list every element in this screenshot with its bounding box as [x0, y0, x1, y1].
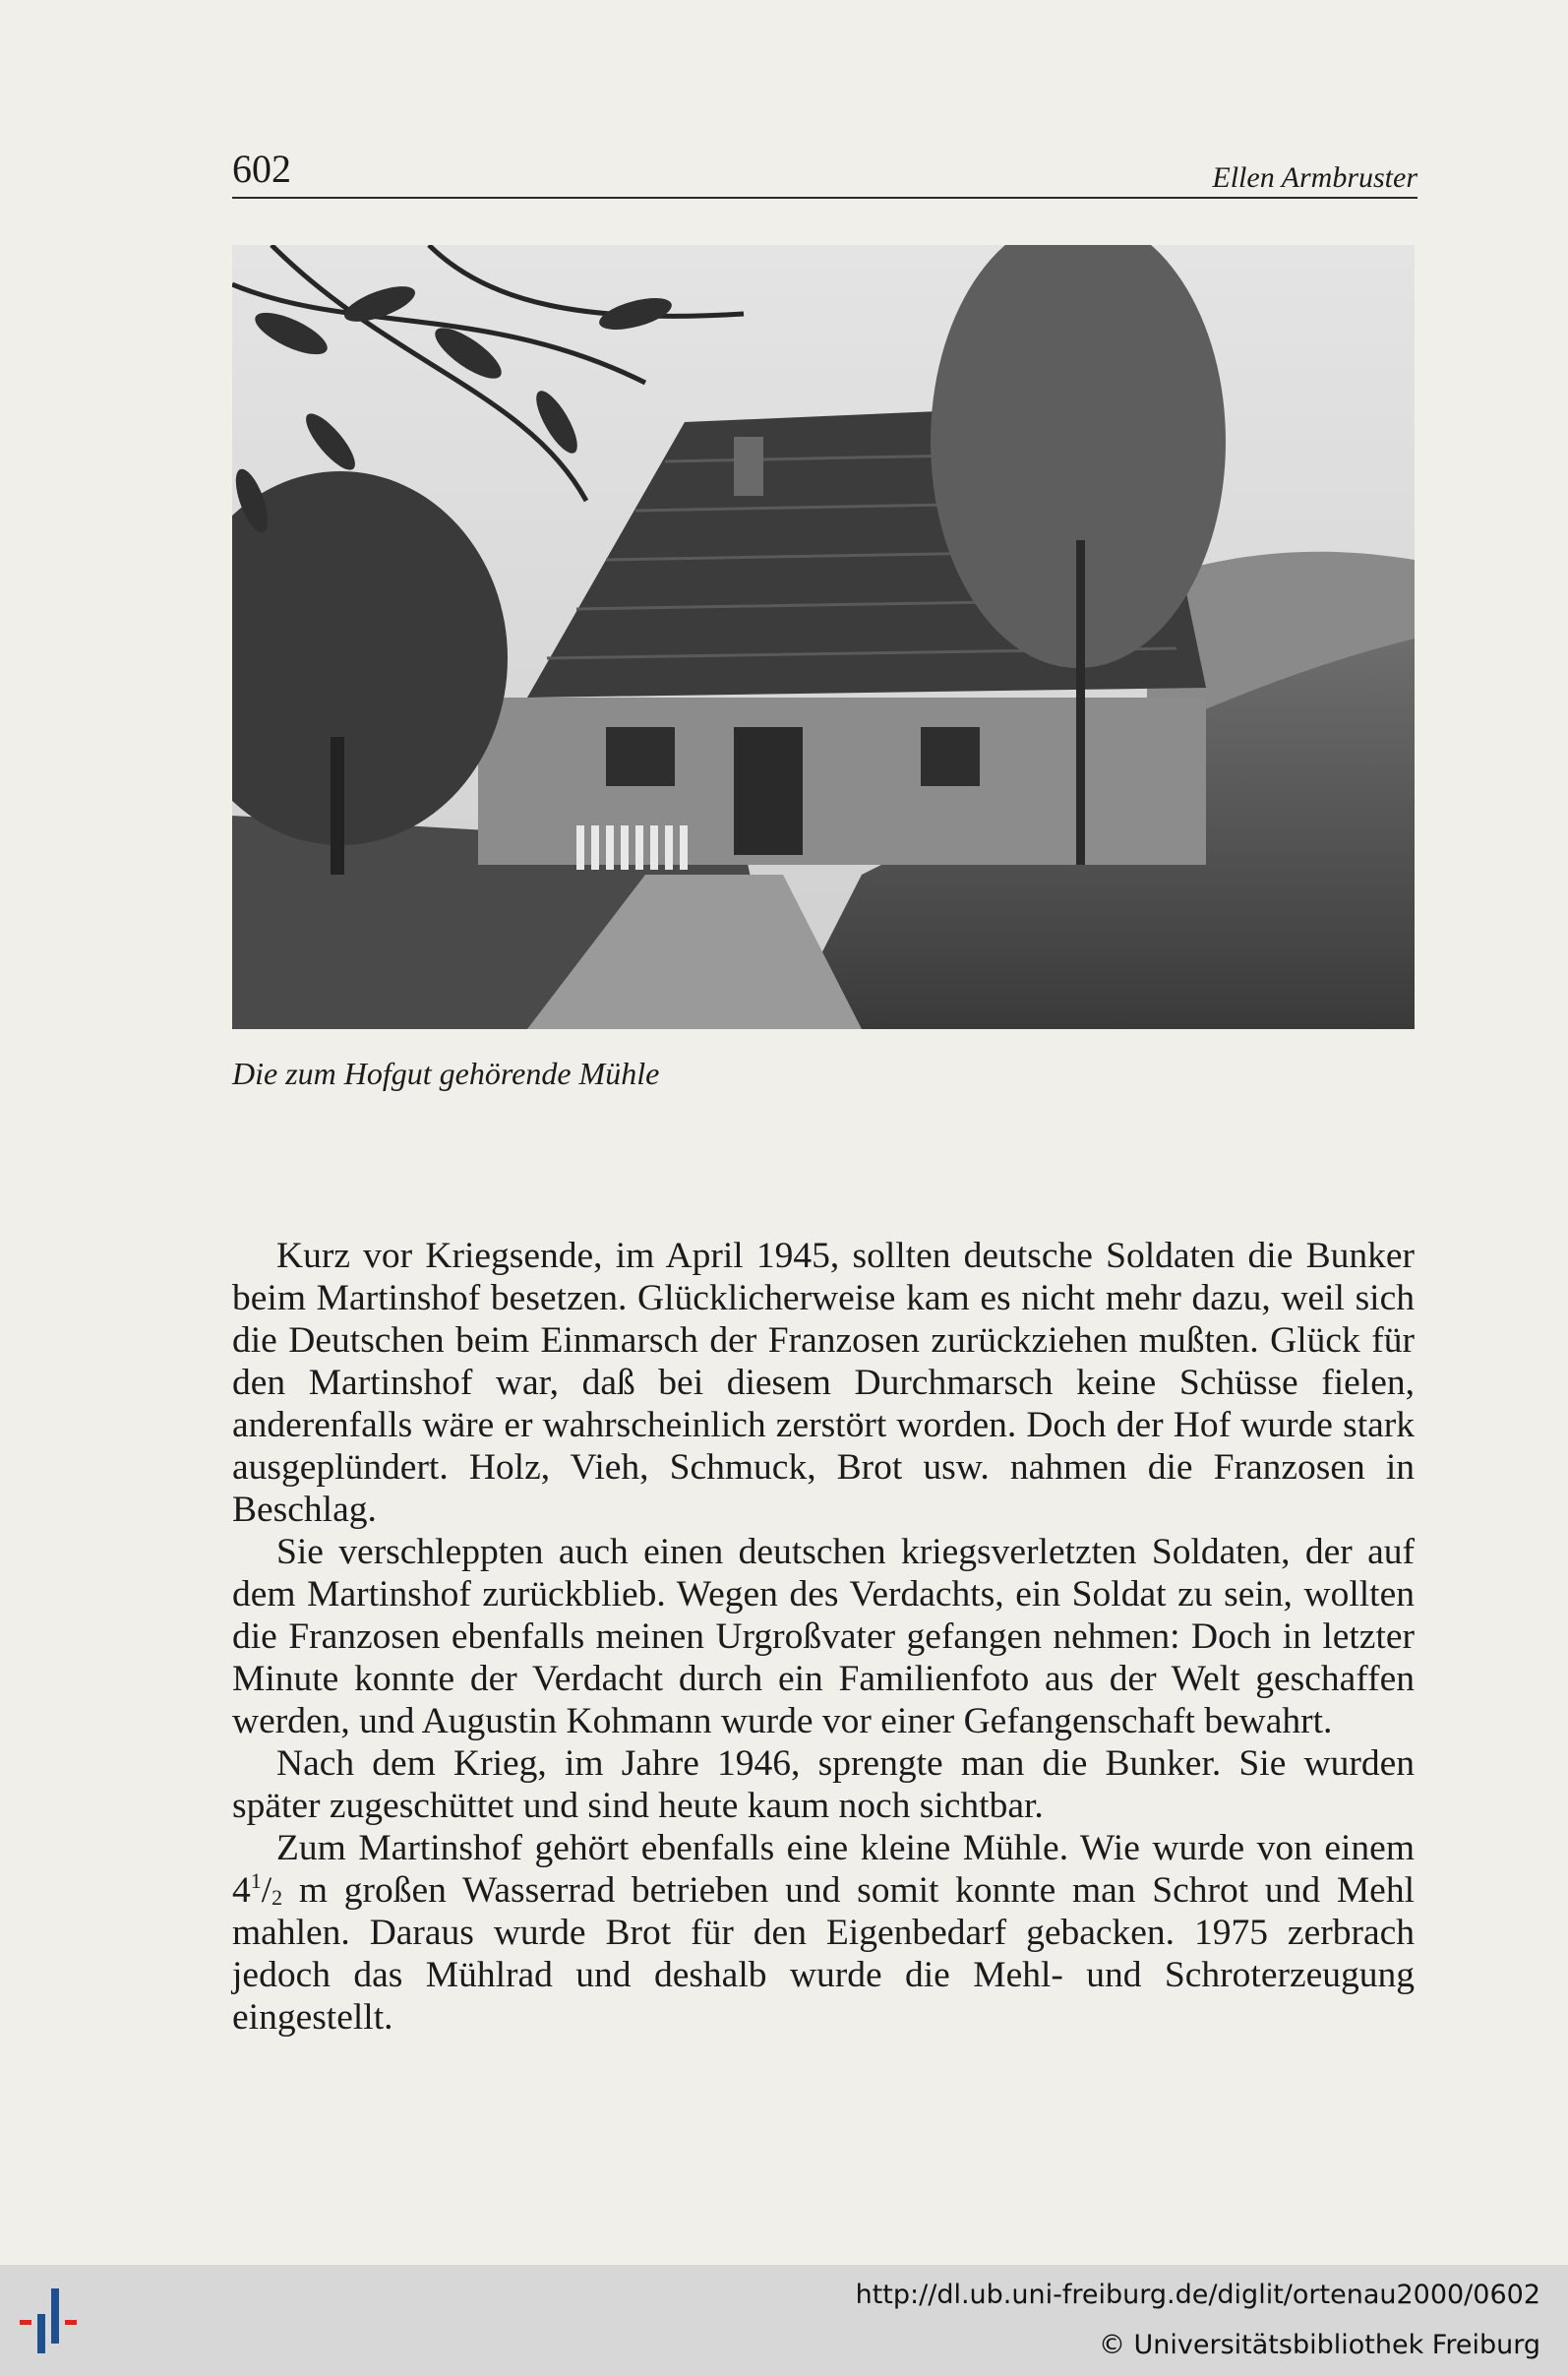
- fraction-numerator: 1: [250, 1868, 262, 1893]
- mill-photograph: [232, 245, 1415, 1029]
- paragraph-1: Kurz vor Kriegsende, im April 1945, sollten deutsche Soldaten die Bunker beim Martinshof besetzen. Glücklicherweise kam es nicht mehr dazu, weil sich die Deutschen beim Einmarsch der Franzosen zurückziehen mußten. Glück für den Martinshof war, daß bei diesem Durchmarsch keine Schüsse fielen, anderenfalls wäre er wahrscheinlich zerstört worden. Doch der Hof wurde stark ausgeplündert. Holz, Vieh, Schmuck, Brot usw. nahmen die Franzosen in Beschlag.: [232, 1236, 1415, 1530]
- source-url-link[interactable]: http://dl.ub.uni-freiburg.de/diglit/ortenau2000/0602: [855, 2280, 1540, 2310]
- running-head-author: Ellen Armbruster: [1212, 161, 1417, 194]
- paragraph-2: Sie verschleppten auch einen deutschen kriegsverletzten Soldaten, der auf dem Martinshof zurückblieb. Wegen des Verdachts, ein Soldat zu sein, wollten die Franzosen ebenfalls meinen Urgroßvater gefangen nehmen: Doch in letzter Minute konnte der Verdacht durch ein Familienfoto aus der Welt geschaffen werden, und Augustin Kohmann wurde vor einer Gefangenschaft bewahrt.: [232, 1532, 1415, 1741]
- paragraph-4-start: Zum Martinshof gehört ebenfalls eine kleine Mühle. Wie wurde von einem: [276, 1828, 1415, 1868]
- page-number: 602: [232, 147, 291, 191]
- header-rule: [232, 197, 1417, 199]
- copyright-notice: © Universitätsbibliothek Freiburg: [1098, 2330, 1540, 2360]
- fraction-whole: 4: [232, 1870, 251, 1911]
- paragraph-3: Nach dem Krieg, im Jahre 1946, sprengte man die Bunker. Sie wurden später zugeschüttet und sind heute kaum noch sichtbar.: [232, 1743, 1415, 1826]
- fraction-slash: /: [261, 1870, 272, 1911]
- wheel-diameter: [232, 1870, 282, 1911]
- paragraph-4-end: m großen Wasserrad betrieben und somit konnte man Schrot und Mehl mahlen. Daraus wurde Brot für den Eigenbedarf gebacken. 1975 zerbrach jedoch das Mühlrad und deshalb wurde die Mehl- und Schroterzeugung eingestellt.: [232, 1870, 1415, 2038]
- footer-bar: [0, 2265, 1568, 2376]
- ub-freiburg-logo-icon[interactable]: [18, 2285, 101, 2358]
- article-body: [232, 1235, 1415, 2039]
- fraction-denominator: 2: [271, 1885, 283, 1910]
- paragraph-4: [232, 1827, 1415, 2039]
- figure-caption: Die zum Hofgut gehörende Mühle: [232, 1056, 660, 1091]
